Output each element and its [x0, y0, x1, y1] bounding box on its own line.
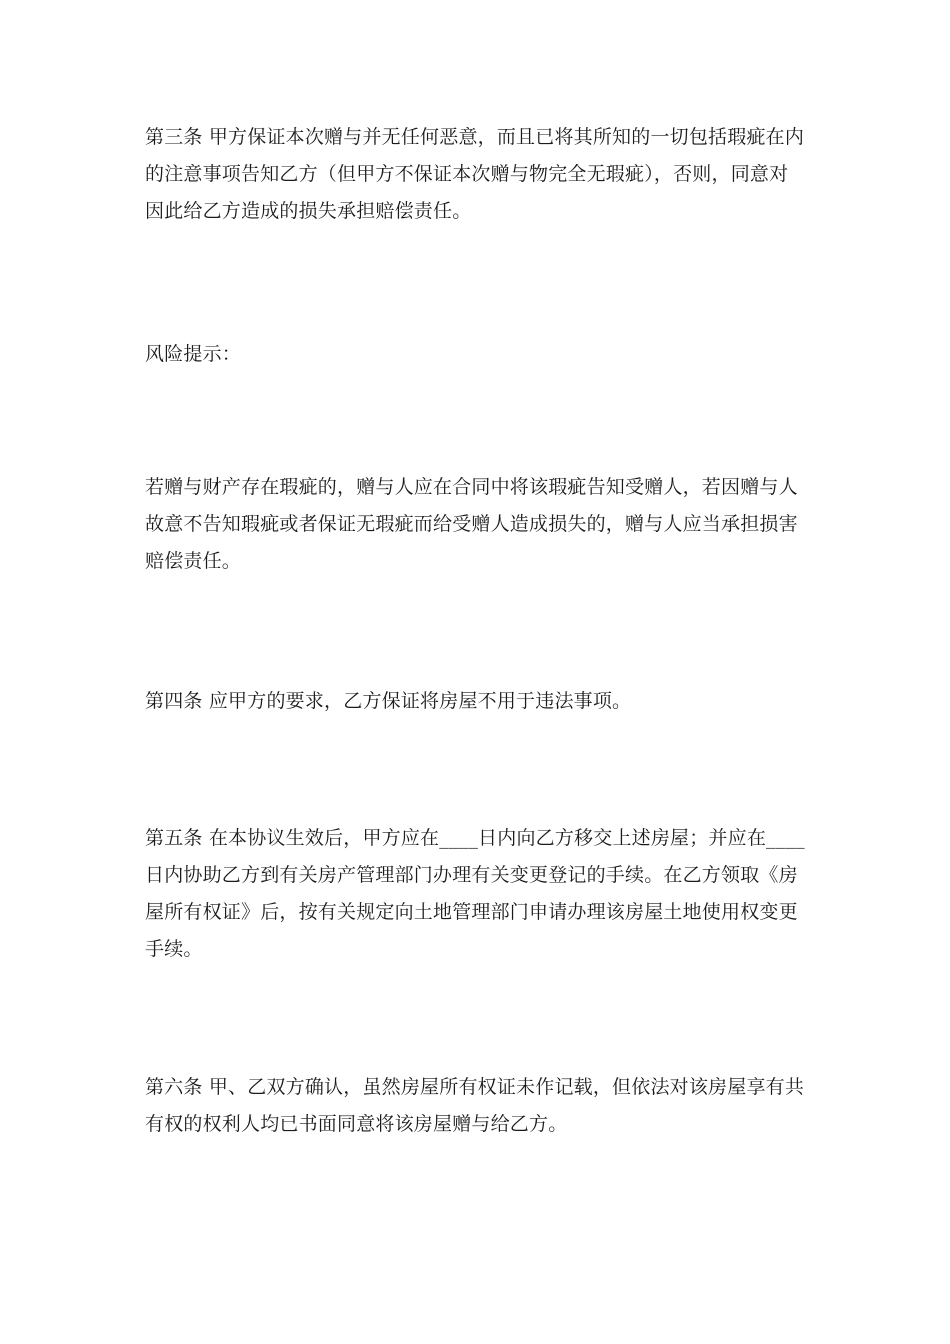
paragraph-line: 若赠与财产存在瑕疵的，赠与人应在合同中将该瑕疵告知受赠人，若因赠与人	[145, 476, 798, 498]
paragraph-line: 故意不告知瑕疵或者保证无瑕疵而给受赠人造成损失的，赠与人应当承担损害	[145, 513, 798, 535]
paragraph-line: 第六条 甲、乙双方确认，虽然房屋所有权证未作记载，但依法对该房屋享有共	[145, 1076, 805, 1098]
paragraph-line: 第四条 应甲方的要求，乙方保证将房屋不用于违法事项。	[145, 690, 632, 712]
paragraph-line: 的注意事项告知乙方（但甲方不保证本次赠与物完全无瑕疵），否则，同意对	[145, 163, 789, 185]
paragraph-line: 风险提示：	[145, 343, 242, 365]
article-6-paragraph	[145, 1069, 810, 1143]
article-4-paragraph	[145, 683, 810, 720]
paragraph-line: 屋所有权证》后，按有关规定向土地管理部门申请办理该房屋土地使用权变更	[145, 901, 798, 923]
article-5-paragraph	[145, 820, 810, 968]
risk-notice-heading	[145, 336, 810, 373]
paragraph-line: 赔偿责任。	[145, 550, 242, 572]
paragraph-line: 第三条 甲方保证本次赠与并无任何恶意，而且已将其所知的一切包括瑕疵在内	[145, 126, 805, 148]
risk-notice-paragraph	[145, 469, 810, 580]
paragraph-line: 日内协助乙方到有关房产管理部门办理有关变更登记的手续。在乙方领取《房	[145, 864, 798, 886]
paragraph-line: 第五条 在本协议生效后，甲方应在____日内向乙方移交上述房屋；并应在____	[145, 827, 805, 849]
article-3-paragraph	[145, 119, 810, 230]
paragraph-line: 手续。	[145, 938, 203, 960]
paragraph-line: 有权的权利人均已书面同意将该房屋赠与给乙方。	[145, 1113, 568, 1135]
paragraph-line: 因此给乙方造成的损失承担赔偿责任。	[145, 200, 472, 222]
